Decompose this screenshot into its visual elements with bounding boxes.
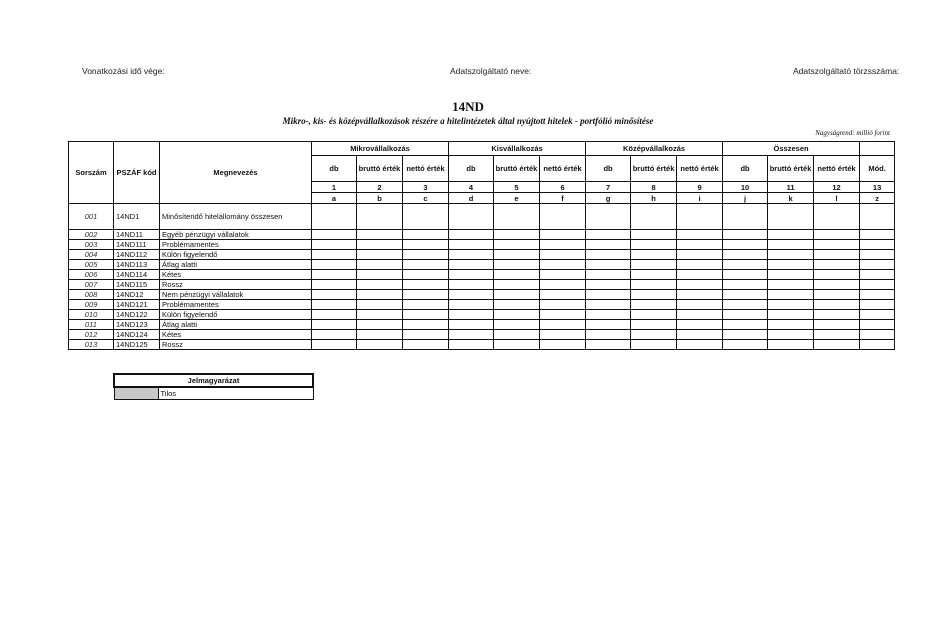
value-cell[interactable] [814,330,860,340]
value-cell[interactable] [494,290,540,300]
value-cell[interactable] [768,310,814,320]
subheader-brutto: bruttó érték [768,156,814,182]
value-cell[interactable] [494,310,540,320]
row-code: 14ND124 [114,330,160,340]
value-cell[interactable] [357,204,403,230]
legend-title: Jelmagyarázat [114,374,313,387]
row-name: Kétes [160,330,312,340]
value-cell[interactable] [814,204,860,230]
value-cell[interactable] [586,290,631,300]
value-cell[interactable] [814,340,860,350]
value-cell[interactable] [768,204,814,230]
header-sorszam: Sorszám [69,142,114,204]
value-cell[interactable] [586,230,631,240]
value-cell[interactable] [312,260,357,270]
column-letter: l [814,193,860,204]
value-cell[interactable] [631,290,677,300]
value-cell[interactable] [403,310,449,320]
value-cell[interactable] [586,330,631,340]
value-cell[interactable] [631,310,677,320]
provider-name-label: Adatszolgáltató neve: [450,66,532,76]
value-cell[interactable] [723,260,768,270]
subheader-db: db [586,156,631,182]
value-cell[interactable] [357,260,403,270]
value-cell[interactable] [540,320,586,330]
value-cell[interactable] [540,260,586,270]
row-number: 012 [69,330,114,340]
value-cell[interactable] [494,230,540,240]
value-cell[interactable] [494,270,540,280]
subheader-netto: nettó érték [677,156,723,182]
value-cell[interactable] [631,260,677,270]
column-letter: a [312,193,357,204]
value-cell[interactable] [860,280,895,290]
value-cell[interactable] [357,320,403,330]
table-row [69,290,895,300]
column-number: 4 [449,182,494,193]
value-cell[interactable] [494,260,540,270]
row-number: 007 [69,280,114,290]
column-number: 8 [631,182,677,193]
value-cell[interactable] [540,330,586,340]
value-cell[interactable] [723,340,768,350]
value-cell[interactable] [449,310,494,320]
table-row [69,270,895,280]
value-cell[interactable] [860,230,895,240]
row-number: 013 [69,340,114,350]
table-row [69,240,895,250]
value-cell[interactable] [860,340,895,350]
subheader-db: db [723,156,768,182]
value-cell[interactable] [860,204,895,230]
table-row [69,260,895,270]
value-cell[interactable] [860,240,895,250]
value-cell[interactable] [540,290,586,300]
value-cell[interactable] [357,250,403,260]
value-cell[interactable] [677,290,723,300]
value-cell[interactable] [677,280,723,290]
value-cell[interactable] [403,290,449,300]
value-cell[interactable] [403,204,449,230]
value-cell[interactable] [494,204,540,230]
column-number: 9 [677,182,723,193]
value-cell[interactable] [540,240,586,250]
value-cell[interactable] [677,270,723,280]
table-row [69,330,895,340]
column-number: 11 [768,182,814,193]
period-end-label: Vonatkozási idő vége: [82,66,165,76]
value-cell[interactable] [312,340,357,350]
value-cell[interactable] [860,290,895,300]
row-number: 005 [69,260,114,270]
value-cell[interactable] [312,300,357,310]
row-code: 14ND12 [114,290,160,300]
value-cell[interactable] [449,204,494,230]
table-row [69,300,895,310]
row-name: Átlag alatti [160,320,312,330]
value-cell[interactable] [312,230,357,240]
value-cell[interactable] [494,300,540,310]
value-cell[interactable] [586,310,631,320]
value-cell[interactable] [403,240,449,250]
value-cell[interactable] [814,280,860,290]
value-cell[interactable] [768,300,814,310]
value-cell[interactable] [449,340,494,350]
column-letter: e [494,193,540,204]
value-cell[interactable] [631,270,677,280]
value-cell[interactable] [631,250,677,260]
value-cell[interactable] [768,250,814,260]
value-cell[interactable] [449,300,494,310]
value-cell[interactable] [723,310,768,320]
value-cell[interactable] [403,340,449,350]
legend-item-label: Tilos [158,387,313,400]
row-code: 14ND125 [114,340,160,350]
value-cell[interactable] [677,204,723,230]
value-cell[interactable] [312,320,357,330]
value-cell[interactable] [768,330,814,340]
value-cell[interactable] [403,330,449,340]
row-number: 011 [69,320,114,330]
value-cell[interactable] [586,340,631,350]
value-cell[interactable] [586,260,631,270]
legend-swatch [114,387,158,400]
value-cell[interactable] [723,290,768,300]
row-name: Nem pénzügyi vállalatok [160,290,312,300]
value-cell[interactable] [723,240,768,250]
value-cell[interactable] [449,330,494,340]
value-cell[interactable] [449,320,494,330]
value-cell[interactable] [768,230,814,240]
value-cell[interactable] [768,270,814,280]
subheader-db: db [449,156,494,182]
row-name: Kétes [160,270,312,280]
group-header: Összesen [723,142,860,156]
row-code: 14ND121 [114,300,160,310]
value-cell[interactable] [357,280,403,290]
row-code: 14ND112 [114,250,160,260]
provider-id-label: Adatszolgáltató törzsszáma: [793,66,900,76]
unit-note: Nagyságrend: millió forint [815,129,890,137]
group-header: Középvállalkozás [586,142,723,156]
table-row [69,280,895,290]
value-cell[interactable] [860,320,895,330]
value-cell[interactable] [723,320,768,330]
value-cell[interactable] [312,330,357,340]
column-letter: k [768,193,814,204]
value-cell[interactable] [540,310,586,320]
value-cell[interactable] [677,230,723,240]
value-cell[interactable] [768,290,814,300]
value-cell[interactable] [449,270,494,280]
row-code: 14ND114 [114,270,160,280]
value-cell[interactable] [357,310,403,320]
table-row [69,230,895,240]
value-cell[interactable] [586,300,631,310]
value-cell[interactable] [449,280,494,290]
header-megnevezes: Megnevezés [160,142,312,204]
value-cell[interactable] [768,320,814,330]
report-subtitle: Mikro-, kis- és középvállalkozások részére a hitelintézetek által nyújtott hitelek - portfólió minősítése [282,116,654,126]
group-header: Mikrovállalkozás [312,142,449,156]
value-cell[interactable] [631,340,677,350]
value-cell[interactable] [631,320,677,330]
value-cell[interactable] [677,240,723,250]
value-cell[interactable] [540,270,586,280]
header-mod: Mód. [860,156,895,182]
value-cell[interactable] [586,240,631,250]
row-name: Külön figyelendő [160,310,312,320]
value-cell[interactable] [631,330,677,340]
value-cell[interactable] [312,240,357,250]
value-cell[interactable] [449,240,494,250]
value-cell[interactable] [723,250,768,260]
value-cell[interactable] [860,270,895,280]
subheader-db: db [312,156,357,182]
value-cell[interactable] [814,300,860,310]
value-cell[interactable] [449,290,494,300]
subheader-netto: nettó érték [814,156,860,182]
row-code: 14ND111 [114,240,160,250]
value-cell[interactable] [586,250,631,260]
value-cell[interactable] [723,204,768,230]
value-cell[interactable] [494,320,540,330]
value-cell[interactable] [312,250,357,260]
value-cell[interactable] [540,250,586,260]
value-cell[interactable] [677,320,723,330]
column-number: 10 [723,182,768,193]
value-cell[interactable] [403,260,449,270]
value-cell[interactable] [586,320,631,330]
row-number: 001 [69,204,114,230]
value-cell[interactable] [403,250,449,260]
value-cell[interactable] [768,240,814,250]
column-number: 3 [403,182,449,193]
value-cell[interactable] [814,270,860,280]
column-number: 1 [312,182,357,193]
value-cell[interactable] [768,260,814,270]
value-cell[interactable] [677,250,723,260]
row-code: 14ND122 [114,310,160,320]
value-cell[interactable] [357,300,403,310]
value-cell[interactable] [494,330,540,340]
value-cell[interactable] [312,270,357,280]
row-name: Átlag alatti [160,260,312,270]
value-cell[interactable] [494,240,540,250]
column-number: 2 [357,182,403,193]
value-cell[interactable] [357,230,403,240]
column-letter: z [860,193,895,204]
value-cell[interactable] [814,240,860,250]
row-number: 009 [69,300,114,310]
value-cell[interactable] [540,300,586,310]
value-cell[interactable] [814,320,860,330]
column-letter: f [540,193,586,204]
value-cell[interactable] [312,290,357,300]
value-cell[interactable] [631,300,677,310]
value-cell[interactable] [403,300,449,310]
column-number: 6 [540,182,586,193]
table-row [69,250,895,260]
mod-header-spacer [860,142,895,156]
table-row [69,340,895,350]
column-letter: h [631,193,677,204]
group-header: Kisvállalkozás [449,142,586,156]
row-code: 14ND113 [114,260,160,270]
column-letter: i [677,193,723,204]
row-number: 002 [69,230,114,240]
value-cell[interactable] [631,230,677,240]
subheader-netto: nettó érték [403,156,449,182]
value-cell[interactable] [540,204,586,230]
value-cell[interactable] [357,340,403,350]
column-letter: g [586,193,631,204]
value-cell[interactable] [768,280,814,290]
value-cell[interactable] [494,340,540,350]
legend [113,373,314,400]
value-cell[interactable] [860,300,895,310]
value-cell[interactable] [449,230,494,240]
value-cell[interactable] [677,340,723,350]
value-cell[interactable] [357,330,403,340]
value-cell[interactable] [814,230,860,240]
column-number: 7 [586,182,631,193]
value-cell[interactable] [723,330,768,340]
value-cell[interactable] [494,250,540,260]
row-number: 003 [69,240,114,250]
table-row [69,320,895,330]
row-code: 14ND123 [114,320,160,330]
value-cell[interactable] [814,250,860,260]
header-pszaf-kod: PSZÁF kód [114,142,160,204]
value-cell[interactable] [403,320,449,330]
value-cell[interactable] [586,204,631,230]
row-name: Rossz [160,340,312,350]
value-cell[interactable] [768,340,814,350]
row-code: 14ND115 [114,280,160,290]
value-cell[interactable] [357,270,403,280]
value-cell[interactable] [312,280,357,290]
table-row [69,204,895,230]
value-cell[interactable] [631,280,677,290]
value-cell[interactable] [631,204,677,230]
column-letter: j [723,193,768,204]
value-cell[interactable] [860,250,895,260]
row-code: 14ND11 [114,230,160,240]
row-number: 006 [69,270,114,280]
row-number: 008 [69,290,114,300]
row-name: Problémamentes [160,300,312,310]
value-cell[interactable] [312,204,357,230]
value-cell[interactable] [449,260,494,270]
subheader-brutto: bruttó érték [357,156,403,182]
value-cell[interactable] [723,230,768,240]
value-cell[interactable] [677,310,723,320]
data-table [68,141,895,350]
row-name: Minősítendő hitelállomány összesen [160,204,312,230]
value-cell[interactable] [403,230,449,240]
value-cell[interactable] [449,250,494,260]
value-cell[interactable] [814,260,860,270]
column-number: 13 [860,182,895,193]
value-cell[interactable] [540,230,586,240]
value-cell[interactable] [677,330,723,340]
value-cell[interactable] [357,290,403,300]
row-name: Problémamentes [160,240,312,250]
value-cell[interactable] [677,260,723,270]
value-cell[interactable] [723,270,768,280]
value-cell[interactable] [403,270,449,280]
value-cell[interactable] [814,290,860,300]
value-cell[interactable] [357,240,403,250]
row-number: 010 [69,310,114,320]
row-name: Külön figyelendő [160,250,312,260]
value-cell[interactable] [586,280,631,290]
value-cell[interactable] [860,310,895,320]
row-name: Rossz [160,280,312,290]
column-letter: c [403,193,449,204]
subheader-brutto: bruttó érték [494,156,540,182]
value-cell[interactable] [723,280,768,290]
column-letter: b [357,193,403,204]
value-cell[interactable] [586,270,631,280]
value-cell[interactable] [312,310,357,320]
column-letter: d [449,193,494,204]
value-cell[interactable] [540,280,586,290]
table-row [69,310,895,320]
value-cell[interactable] [814,310,860,320]
value-cell[interactable] [723,300,768,310]
subheader-brutto: bruttó érték [631,156,677,182]
value-cell[interactable] [631,240,677,250]
value-cell[interactable] [540,340,586,350]
row-code: 14ND1 [114,204,160,230]
value-cell[interactable] [403,280,449,290]
row-name: Egyéb pénzügyi vállalatok [160,230,312,240]
report-code: 14ND [452,99,484,114]
value-cell[interactable] [677,300,723,310]
row-number: 004 [69,250,114,260]
column-number: 5 [494,182,540,193]
value-cell[interactable] [860,330,895,340]
subheader-netto: nettó érték [540,156,586,182]
value-cell[interactable] [860,260,895,270]
value-cell[interactable] [494,280,540,290]
column-number: 12 [814,182,860,193]
